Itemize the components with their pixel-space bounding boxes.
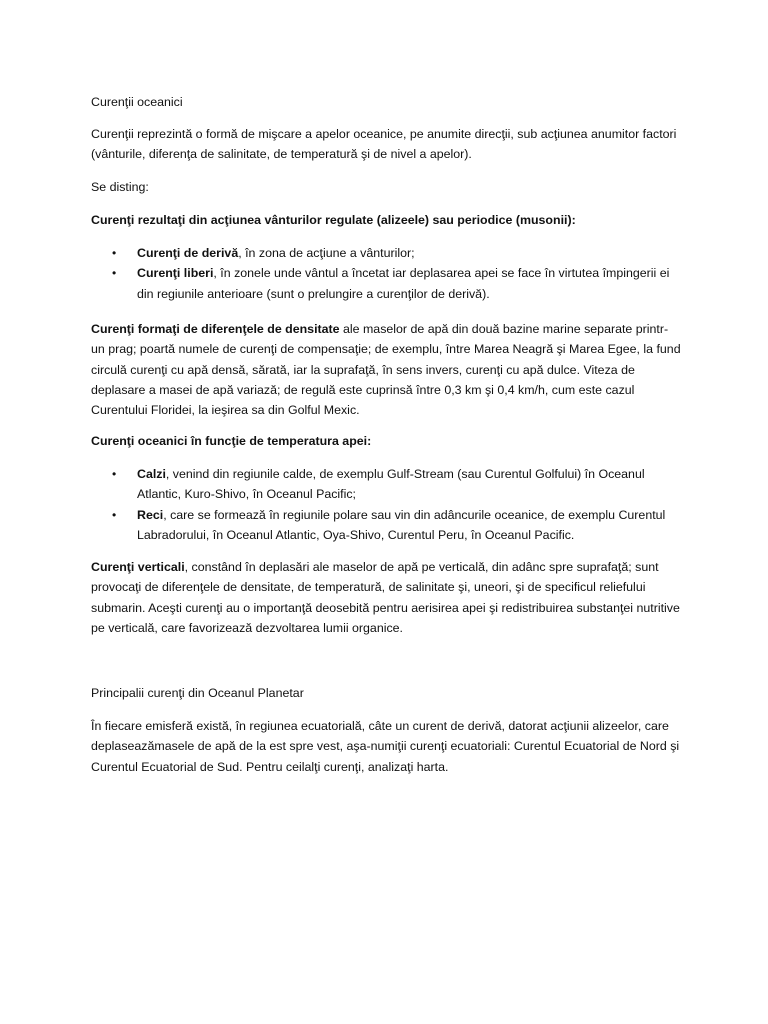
vertical-currents-paragraph: Curenţi verticali, constând în deplasări ale maselor de apă pe verticală, din adânc spre suprafaţă; sunt provocaţi de diferenţele de densitate, de temperatură, de salinitate şi, uneori, şi de specificul reliefului submarin. Aceşti curenţi au o importanţă deosebită pentru aerisirea apei şi redistribuirea substanţei nutritive pe verticală, care favorizează dezvoltarea lumii organice. bbox=[91, 560, 680, 635]
bullet-icon: • bbox=[112, 507, 117, 522]
bullet-icon: • bbox=[112, 467, 117, 481]
density-currents-paragraph: Curenţi formaţi de diferenţele de densitate ale maselor de apă din două bazine marine separate printr-un prag; poartă numele de curenţi de compensaţie; de exemplu, între Marea Neagră şi Marea Egee, la fund circulă curenţi cu apă densă, sărată, iar la suprafaţă, în sens invers, curenţi cu apă dulce. Viteza de deplasare a masei de apă variază; de regulă este cuprinsă între 0,3 km şi 0,4 km/h, cum este cazul Curentului Floridei, la ieşirea sa din Golful Mexic. bbox=[91, 322, 681, 418]
list-item: • Reci, care se formează în regiunile polare sau vin din adâncurile oceanice, de exemplu Curentul Labradorului, în Oceanul Atlantic, Oya-Shivo, Curentul Peru, în Oceanul Pacific. bbox=[91, 505, 681, 546]
list-item: • Curenţi de derivă, în zona de acţiune a vânturilor; bbox=[91, 243, 681, 263]
document-title: Curenţii oceanici bbox=[91, 95, 183, 109]
bullet-icon: • bbox=[112, 266, 117, 281]
wind-currents-heading: Curenţi rezultaţi din acţiunea vânturilor regulate (alizeele) sau periodice (musonii): bbox=[91, 213, 576, 227]
list-item: • Curenţi liberi, în zonele unde vântul a încetat iar deplasarea apei se face în virtutea împingerii ei din regiunile anterioare (sunt o prelungire a curenţilor de derivă). bbox=[91, 263, 681, 304]
distinguish-label: Se disting: bbox=[91, 180, 149, 194]
list-item: • Calzi, venind din regiunile calde, de exemplu Gulf-Stream (sau Curentul Golfului) în Oceanul Atlantic, Kuro-Shivo, în Oceanul Pacific; bbox=[91, 464, 681, 505]
planetary-currents-paragraph: În fiecare emisferă există, în regiunea ecuatorială, câte un curent de derivă, datorat acţiunii alizeelor, care deplaseazămasele de apă de la est spre vest, aşa-numiţii curenţi ecuatoriali: Curentul Ecuatorial de Nord şi Curentul Ecuatorial de Sud. Pentru ceilalţi curenţi, analizaţi harta. bbox=[91, 719, 680, 774]
bullet-icon: • bbox=[112, 246, 117, 260]
temperature-currents-heading: Curenţi oceanici în funcţie de temperatura apei: bbox=[91, 434, 372, 448]
wind-currents-list bbox=[91, 243, 681, 304]
intro-paragraph: Curenţii reprezintă o formă de mişcare a apelor oceanice, pe anumite direcţii, sub acţiunea anumitor factori (vânturile, diferenţa de salinitate, de temperatură şi de nivel a apelor). bbox=[91, 127, 677, 162]
temperature-currents-list bbox=[91, 464, 681, 545]
planetary-currents-heading: Principalii curenţi din Oceanul Planetar bbox=[91, 686, 304, 700]
